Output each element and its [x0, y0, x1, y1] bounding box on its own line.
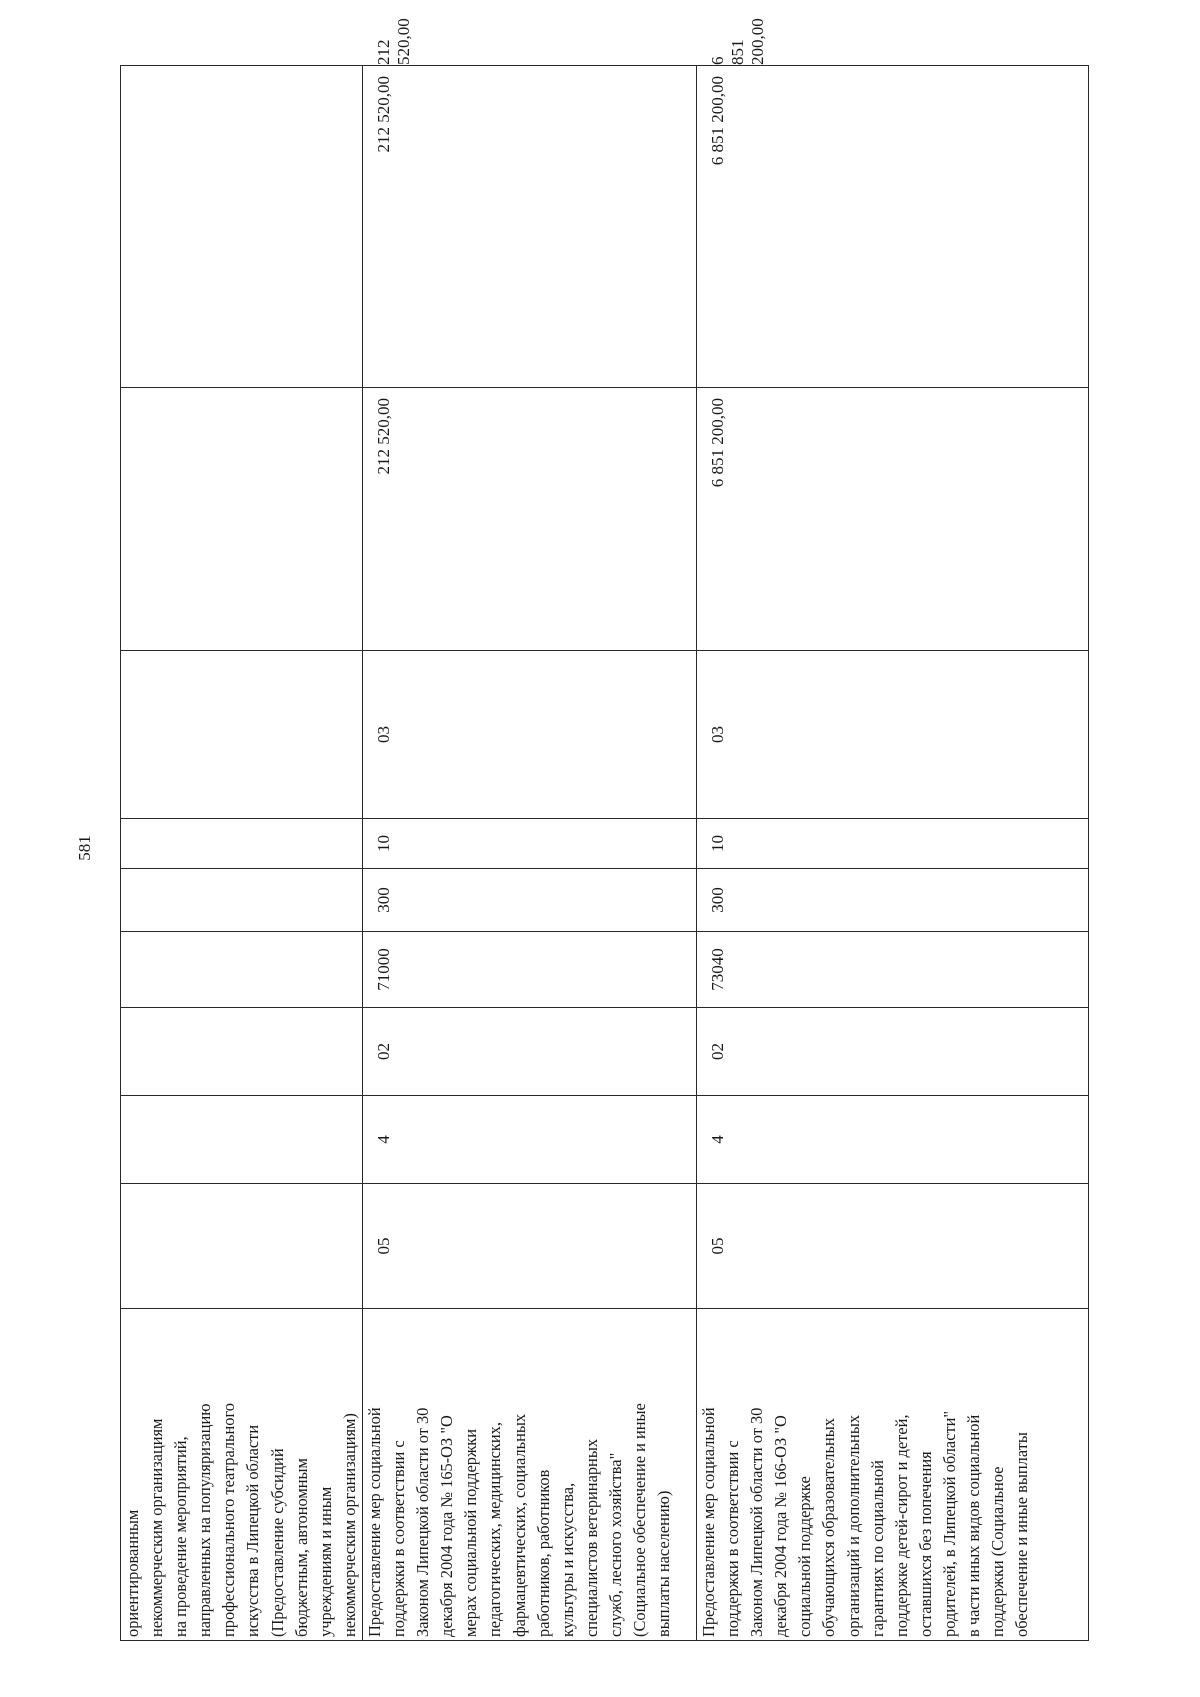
budget-table: [120, 18, 1089, 1641]
page-number: 581: [75, 835, 94, 861]
code-cell: 4: [362, 1096, 696, 1184]
description-line: Предоставление мер социальной: [364, 1407, 384, 1637]
description-line: декабря 2004 года № 166-ОЗ "О: [771, 1415, 791, 1637]
description-line: некоммерческим организациям): [339, 1413, 359, 1637]
row-description: [121, 1309, 363, 1641]
description-line: (Предоставление субсидий: [267, 1448, 287, 1637]
code-cell: 73040: [696, 932, 1088, 1008]
description-line: ориентированным: [123, 1509, 142, 1637]
description-line: выплаты населению): [654, 1490, 674, 1637]
description-line: Предоставление мер социальной: [698, 1407, 718, 1637]
description-line: (Социальное обеспечение и иные: [629, 1403, 649, 1637]
description-line: специалистов ветеринарных: [581, 1438, 601, 1637]
description-line: Законом Липецкой области от 30: [413, 1407, 433, 1637]
code-cell: [121, 1096, 363, 1184]
table-rotated-container: [120, 18, 1086, 1641]
code-cell: [121, 1008, 363, 1096]
description-line: служб, лесного хозяйства": [605, 1452, 625, 1637]
code-cell: 02: [696, 1008, 1088, 1096]
description-line: учреждениям и иным: [315, 1486, 335, 1637]
table-row: Предоставление мер социальной поддержки в соответствии с Законом Липецкой области от 30 декабря 2004 года № 166-ОЗ "О социальной поддержке обучающихся образовательных организаций и дополнительных гарантиях по социальной поддержке детей-сирот и детей, оставшихся без попечения родителей, в Липецкой области" в части иных видов социальной поддержки (Социальное обеспечение и иные выплаты 05 4 02 73040 300 10 03 6 851 200,00 6 851 200,00 6 851 200,00: [696, 66, 1088, 1641]
code-cell: 300: [362, 869, 696, 932]
code-cell: 300: [696, 869, 1088, 932]
code-cell: 71000: [362, 932, 696, 1008]
code-cell: 05: [362, 1184, 696, 1309]
description-line: родителей, в Липецкой области": [939, 1410, 959, 1637]
code-cell: [121, 651, 363, 819]
code-cell: [121, 1184, 363, 1309]
description-line: профессионального театрального: [219, 1403, 239, 1637]
amount-cell: 6 851 200,00: [696, 388, 1088, 651]
row-description: [362, 1309, 696, 1641]
description-line: декабря 2004 года № 165-ОЗ "О: [437, 1415, 457, 1637]
description-line: поддержки в соответствии с: [723, 1440, 743, 1637]
description-line: работников, работников: [533, 1469, 553, 1637]
code-cell: [121, 932, 363, 1008]
amount-cell: [121, 66, 363, 388]
amount-cell: 212 520,00: [362, 388, 696, 651]
description-line: поддержки (Социальное: [988, 1466, 1008, 1637]
amount-cell: 212 520,00: [362, 66, 696, 388]
description-line: бюджетным, автономным: [291, 1458, 311, 1637]
description-line: обеспечение и иные выплаты: [1012, 1432, 1032, 1637]
code-cell: 4: [696, 1096, 1088, 1184]
table-row: Предоставление мер социальной поддержки в соответствии с Законом Липецкой области от 30 декабря 2004 года № 165-ОЗ "О мерах социальной поддержки педагогических, медицинских, фармацевтических, социальных работников, работников культуры и искусства, специалистов ветеринарных служб, лесного хозяйства" (Социальное обеспечение и иные выплаты населению) 05 4 02 71000 300 10 03 212 520,00 212 520,00 212 520,00: [362, 66, 696, 1641]
row-description: [696, 1309, 1088, 1641]
amount-cell: 6 851 200,00: [696, 66, 1088, 388]
description-line: поддержки в соответствии с: [389, 1440, 409, 1637]
description-line: поддержке детей-сирот и детей,: [891, 1414, 911, 1637]
description-line: гарантиях по социальной: [867, 1460, 887, 1637]
code-cell: 10: [696, 819, 1088, 869]
table-row: [121, 66, 363, 1641]
description-line: искусства в Липецкой области: [243, 1424, 263, 1637]
description-line: в части иных видов социальной: [963, 1414, 983, 1637]
description-line: на проведение мероприятий,: [171, 1436, 191, 1637]
code-cell: 03: [696, 651, 1088, 819]
code-cell: 10: [362, 819, 696, 869]
description-line: направленных на популяризацию: [195, 1403, 215, 1637]
description-line: обучающихся образовательных: [819, 1418, 839, 1637]
code-cell: [121, 869, 363, 932]
amount-cell: [121, 388, 363, 651]
description-line: организаций и дополнительных: [843, 1414, 863, 1637]
description-line: некоммерческим организациям: [147, 1418, 167, 1637]
description-line: мерах социальной поддержки: [461, 1428, 481, 1637]
description-line: культуры и искусства,: [557, 1482, 577, 1637]
code-cell: 05: [696, 1184, 1088, 1309]
code-cell: 03: [362, 651, 696, 819]
description-line: фармацевтических, социальных: [509, 1413, 529, 1637]
description-line: оставшихся без попечения: [915, 1451, 935, 1637]
code-cell: [121, 819, 363, 869]
description-line: педагогических, медицинских,: [485, 1422, 505, 1637]
description-line: социальной поддержке: [795, 1476, 815, 1637]
description-line: Законом Липецкой области от 30: [747, 1407, 767, 1637]
code-cell: 02: [362, 1008, 696, 1096]
